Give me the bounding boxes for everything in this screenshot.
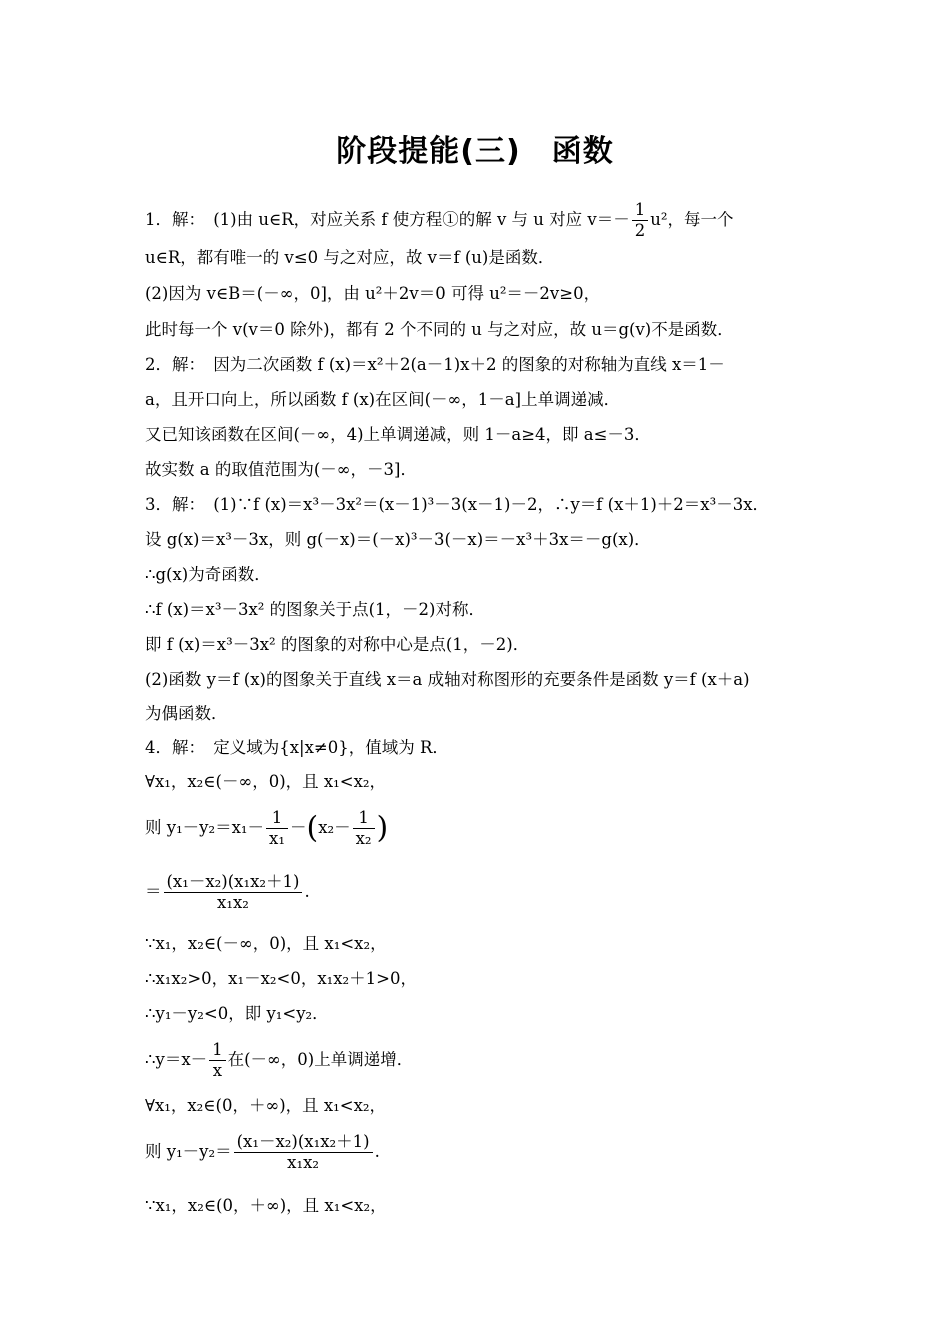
text-line: 2．解： 因为二次函数 f (x)＝x²＋2(a－1)x＋2 的图象的对称轴为直线 x＝1－: [145, 355, 725, 374]
page-title: 阶段提能(三) 函数: [336, 134, 614, 169]
fraction: $\frac{1}{\text{x₂}}$: [353, 808, 375, 849]
text-line: 3．解： (1)∵f (x)＝x³－3x²＝(x－1)³－3(x－1)－2，∴y＝f (x＋1)＋2＝x³－3x．: [145, 495, 770, 514]
text-line: 此时每一个 v(v＝0 除外)，都有 2 个不同的 u 与之对应，故 u＝g(v)不是函数．: [145, 320, 734, 339]
fraction: $\frac{\text{(x₁－x₂)(x₁x₂＋1)}}{\text{x₁x₂}}$: [164, 872, 303, 913]
text-line: 故实数 a 的取值范围为(－∞，－3]．: [145, 460, 417, 479]
text-line: 为偶函数．: [145, 704, 228, 723]
fraction: $\frac{1}{\text{x₁}}$: [266, 808, 288, 849]
text-line: ∀x₁，x₂∈(－∞，0)，且 x₁<x₂，: [145, 772, 387, 791]
formula-line: 则 y₁－y₂＝x₁－ $\frac{1}{\text{x₁}}$ －(x₂－ $\frac{1}{\text{x₂}}$ ): [145, 808, 389, 848]
formula-line: ∴y＝x－ $\frac{1}{x}$ 在(－∞，0)上单调递增．: [145, 1040, 414, 1080]
text-line: 1．解： (1)由 u∈R，对应关系 f 使方程①的解 v 与 u 对应 v＝－ $\frac{1}{2}$ u²，每一个: [145, 200, 734, 240]
text-line: (2)函数 y＝f (x)的图象关于直线 x＝a 成轴对称图形的充要条件是函数 y＝f (x＋a): [145, 670, 750, 689]
text-line: 4．解： 定义域为{x|x≠0}，值域为 R．: [145, 738, 449, 757]
text-line: a，且开口向上，所以函数 f (x)在区间(－∞，1－a]上单调递减．: [145, 390, 621, 409]
fraction: $\frac{1}{2}$: [632, 200, 649, 241]
formula-line: 则 y₁－y₂＝ $\frac{\text{(x₁－x₂)(x₁x₂＋1)}}{\text{x₁x₂}}$ .: [145, 1132, 380, 1172]
text-line: ∵x₁，x₂∈(－∞，0)，且 x₁<x₂，: [145, 934, 387, 953]
fraction: $\frac{1}{x}$: [209, 1040, 226, 1081]
text-line: ∴y₁－y₂<0，即 y₁<y₂．: [145, 1004, 329, 1023]
formula-line: ＝ $\frac{\text{(x₁－x₂)(x₁x₂＋1)}}{\text{x₁x₂}}$ .: [145, 872, 310, 912]
text-line: ∴x₁x₂>0，x₁－x₂<0，x₁x₂＋1>0，: [145, 969, 417, 988]
text-line: ∵x₁，x₂∈(0，＋∞)，且 x₁<x₂，: [145, 1196, 387, 1215]
text-line: 又已知该函数在区间(－∞，4)上单调递减，则 1－a≥4，即 a≤－3．: [145, 425, 651, 444]
fraction: $\frac{\text{(x₁－x₂)(x₁x₂＋1)}}{\text{x₁x₂}}$: [234, 1132, 373, 1173]
text-line: 设 g(x)＝x³－3x，则 g(－x)＝(－x)³－3(－x)＝－x³＋3x＝－g(x)．: [145, 530, 651, 549]
text-line: (2)因为 v∈B＝(－∞，0]，由 u²＋2v＝0 可得 u²＝－2v≥0，: [145, 284, 601, 303]
text-line: ∀x₁，x₂∈(0，＋∞)，且 x₁<x₂，: [145, 1096, 387, 1115]
text-line: ∴g(x)为奇函数．: [145, 565, 271, 584]
text-line: u∈R，都有唯一的 v≤0 与之对应，故 v＝f (u)是函数．: [145, 248, 555, 267]
text-line: 即 f (x)＝x³－3x² 的图象的对称中心是点(1，－2)．: [145, 635, 530, 654]
text-line: ∴f (x)＝x³－3x² 的图象关于点(1，－2)对称．: [145, 600, 485, 619]
